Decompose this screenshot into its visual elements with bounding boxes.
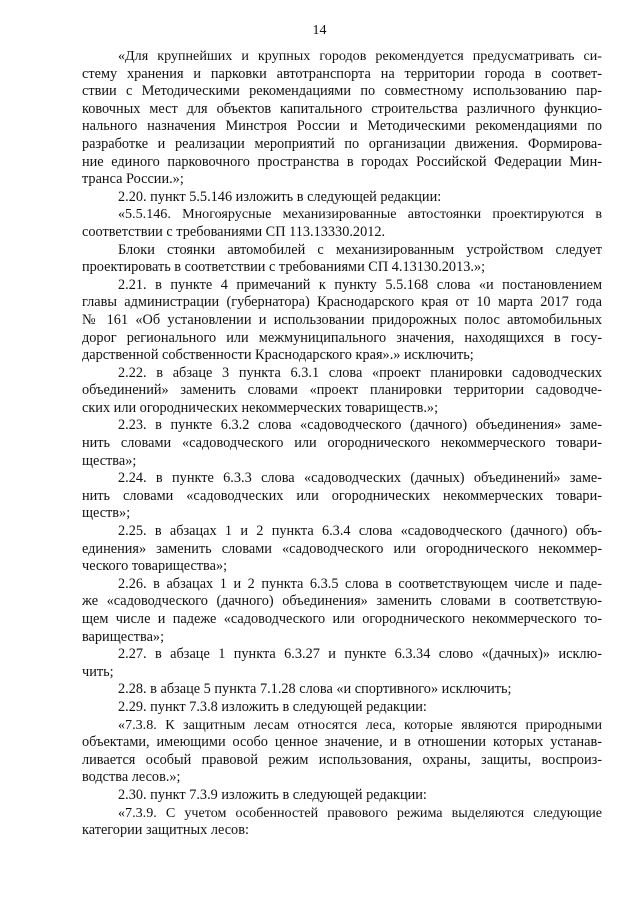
- text-line: Блоки стоянки автомобилей с механизированным устройством следует: [118, 241, 602, 258]
- page-number: 14: [312, 23, 327, 38]
- text-line: дорог регионального или межмуниципального значения, находящихся в госу-: [82, 329, 602, 346]
- paragraph: [82, 48, 602, 189]
- text-line: ковочных мест для объектов капитального строительства различного функцио-: [82, 100, 602, 117]
- paragraph: [82, 646, 602, 681]
- text-line: ние единого парковочного пространства в городах Российской Федерации Мин-: [82, 153, 602, 170]
- text-line: 2.23. в пункте 6.3.2 слова «садоводческого (дачного) объединения» заме-: [118, 417, 602, 434]
- text-line: соответствии с требованиями СП 113.13330.2012.: [82, 223, 386, 240]
- text-line: объектами, имеющими особо ценное значение, и в отношении которых устанав-: [82, 734, 602, 751]
- text-line: единения» заменить словами «садоводческого или огороднического некоммер-: [82, 540, 602, 557]
- text-line: 2.24. в пункте 6.3.3 слова «садоводческих (дачных) объединений» заме-: [118, 470, 602, 487]
- paragraph: [82, 277, 602, 365]
- text-line: 2.22. в абзаце 3 пункта 6.3.1 слова «проект планировки садоводческих: [118, 364, 602, 381]
- text-line: ливается особый правовой режим использования, охраны, защиты, воспроиз-: [82, 751, 602, 768]
- text-line: № 161 «Об установлении и использовании придорожных полос автомобильных: [82, 311, 602, 328]
- text-line: ческого товарищества»;: [82, 558, 228, 575]
- text-line: нить словами «садоводческих или огороднических некоммерческих товари-: [82, 487, 602, 504]
- text-line: же «садоводческого (дачного) объединения» заменить словами в соответствую-: [82, 593, 602, 610]
- document-body: [82, 48, 602, 840]
- paragraph: [82, 523, 602, 576]
- text-line: 2.30. пункт 7.3.9 изложить в следующей редакции:: [118, 786, 427, 803]
- text-line: ществ»;: [82, 505, 131, 522]
- paragraph: [82, 681, 602, 699]
- text-line: 2.27. в абзаце 1 пункта 6.3.27 и пункте 6.3.34 слово «(дачных)» исклю-: [118, 646, 602, 663]
- text-line: разработке и реализации мероприятий по организации движения. Формирова-: [82, 135, 602, 152]
- text-line: 2.21. в пункте 4 примечаний к пункту 5.5.168 слова «и постановлением: [118, 276, 602, 293]
- text-line: варищества»;: [82, 628, 165, 645]
- paragraph: [82, 717, 602, 787]
- text-line: чить;: [82, 663, 114, 680]
- text-line: категории защитных лесов:: [82, 822, 249, 839]
- text-line: 2.28. в абзаце 5 пункта 7.1.28 слова «и спортивного» исключить;: [118, 681, 512, 698]
- paragraph: [82, 242, 602, 277]
- paragraph: [82, 699, 602, 717]
- text-line: 2.20. пункт 5.5.146 изложить в следующей редакции:: [118, 188, 442, 205]
- paragraph: [82, 787, 602, 805]
- text-line: дарственной собственности Краснодарского края».» исключить;: [82, 347, 474, 364]
- text-line: щем числе и падеже «садоводческого или огороднического некоммерческого то-: [82, 611, 602, 627]
- text-line: щества»;: [82, 452, 137, 469]
- paragraph: [82, 365, 602, 418]
- text-line: 2.26. в абзацах 1 и 2 пункта 6.3.5 слова в соответствующем числе и паде-: [118, 575, 602, 592]
- text-line: ских или огороднических некоммерческих товариществ.»;: [82, 399, 439, 416]
- text-line: «7.3.9. С учетом особенностей правового режима выделяются следующие: [118, 804, 602, 821]
- paragraph: [82, 576, 602, 646]
- text-line: 2.25. в абзацах 1 и 2 пункта 6.3.4 слова «садоводческого (дачного) объ-: [118, 523, 602, 540]
- text-line: нального назначения Минстроя России и Методическими рекомендациями по: [82, 118, 602, 135]
- text-line: стему хранения и парковки автотранспорта на территории города в соответ-: [82, 65, 602, 82]
- text-line: проектировать в соответствии с требованиями СП 4.13130.2013.»;: [82, 259, 486, 276]
- paragraph: [82, 805, 602, 840]
- paragraph: [82, 206, 602, 241]
- paragraph: [82, 417, 602, 470]
- text-line: «Для крупнейших и крупных городов рекомендуется предусматривать си-: [118, 48, 602, 64]
- text-line: нить словами «садоводческого или огороднического некоммерческого товари-: [82, 435, 602, 452]
- text-line: «5.5.146. Многоярусные механизированные автостоянки проектируются в: [118, 206, 602, 223]
- text-line: главы администрации (губернатора) Краснодарского края от 10 марта 2017 года: [82, 294, 602, 311]
- text-line: водства лесов.»;: [82, 769, 181, 786]
- text-line: 2.29. пункт 7.3.8 изложить в следующей редакции:: [118, 698, 427, 715]
- paragraph: [82, 189, 602, 207]
- text-line: ствии с Методическими рекомендациями по совместному использованию пар-: [82, 83, 602, 100]
- text-line: объединений» заменить словами «проект планировки территории садоводче-: [82, 382, 602, 399]
- paragraph: [82, 470, 602, 523]
- text-line: транса России.»;: [82, 171, 184, 188]
- text-line: «7.3.8. К защитным лесам относятся леса, которые являются природными: [118, 716, 602, 733]
